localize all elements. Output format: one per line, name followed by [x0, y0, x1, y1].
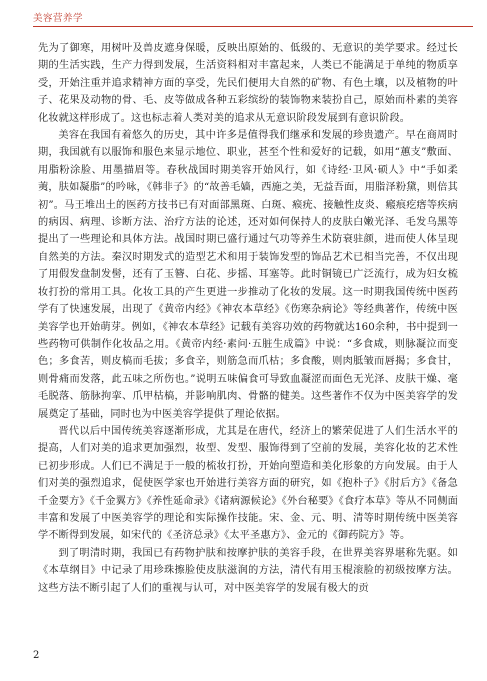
running-header [33, 8, 473, 28]
paragraph: 到了明清时期，我国已有药物护肤和按摩护肤的美容手段，在世界美容界堪称先驱。如《本草纲目》中记录了用珍珠擦脸使皮肤滋润的方法，清代有用玉棍滚脸的初级按摩方法。这些方法不断引起了人们的重视与认可，对中医美容学的发展有极大的贡 [38, 547, 458, 594]
page-number: 2 [33, 650, 40, 661]
paragraph: 先为了御寒，用树叶及兽皮遮身保暖，反映出原始的、低级的、无意识的美学要求。经过长期的生活实践，生产力得到发展，生活资料相对丰富起来，人类已不能满足于单纯的物质享受，开始注重并追求精神方面的享受，先民们便用大自然的矿物、有色土壤，以及植物的叶子、花果及动物的骨、毛、皮等做成各种五彩缤纷的装饰物来装扮自己，原始而朴素的美容化妆就这样形成了。这也标志着人类对美的追求从无意识阶段发展到有意识阶段。 [38, 43, 458, 124]
running-title: 美容营养学 [33, 13, 84, 24]
body-text [38, 40, 458, 597]
paragraph: 美容在我国有着悠久的历史，其中许多是值得我们继承和发展的珍贵遗产。早在商周时期，我国就有以服饰和服色来显示地位、职业，甚至个性和爱好的记载，如用“蕙支”敷面、用脂粉涂脸、用墨描眉等。春秋战国时期美容开始风行，如《诗经·卫风·硕人》中“手如柔荑，肤如凝脂”的吟咏，《韩非子》的“故善毛嫱，西施之美，无益吾面，用脂泽粉黛，则倍其初”。马王堆出土的医药方技书已有对面部黑斑、白斑、瘊疣、接触性皮炎、瘢痕疙瘩等疾病的病因、病理、诊断方法、治疗方法的论述，还对如何保持人的皮肤白嫩光泽、毛发乌黑等提出了一些理论和具体方法。战国时期已盛行通过气功等养生术防衰驻颜，进而使人体呈现自然美的方法。秦汉时期发式的造型艺术和用于装饰发型的饰品艺术已相当完善，不仅出现了用假发盘制发髻，还有了玉簪、白花、步摇、耳塞等。此时铜镜已广泛流行，成为妇女梳妆打扮的常用工具。化妆工具的产生更进一步推动了化妆的发展。这一时期我国传统中医药学有了快速发展，出现了《黄帝内经》《神农本草经》《伤寒杂病论》等经典著作，传统中医美容学也开始萌芽。例如，《神农本草经》记载有美容功效的药物就达160余种，书中提到一些药物可供制作化妆品之用。《黄帝内经·素问·五脏生成篇》中说：“多食咸，则脉凝泣而变色；多食苦，则皮槁而毛拔；多食辛，则筋急而爪枯；多食酸，则肉胝皱而唇揭；多食甘，则骨痛而发落，此五味之所伤也。”说明五味偏食可导致血凝涩而面色无光泽、皮肤干燥、毫毛脱落、筋脉拘挛、爪甲枯槁，并影响肌肉、骨骼的健美。这些著作不仅为中医美容学的发展奠定了基础，同时也为中医美容学提供了理论依据。 [38, 130, 458, 420]
paragraph: 晋代以后中国传统美容逐渐形成，尤其是在唐代，经济上的繁荣促进了人们生活水平的提高，人们对美的追求更加强烈，妆型、发型、服饰得到了空前的发展，美容化妆的艺术性已初步形成。人们已不满足于一般的梳妆打扮，开始向塑造和美化形象的方向发展。由于人们对美的强烈追求，促使医学家也开始进行美容方面的研究，如《抱朴子》《肘后方》《备急千金要方》《千金翼方》《养性延命录》《诸病源候论》《外台秘要》《食疗本草》等从不同侧面丰富和发展了中医美容学的理论和实际操作技能。宋、金、元、明、清等时期传统中医美容学不断得到发展，如宋代的《圣济总录》《太平圣惠方》、金元的《御药院方》等。 [38, 425, 458, 542]
header-rule [33, 26, 473, 27]
